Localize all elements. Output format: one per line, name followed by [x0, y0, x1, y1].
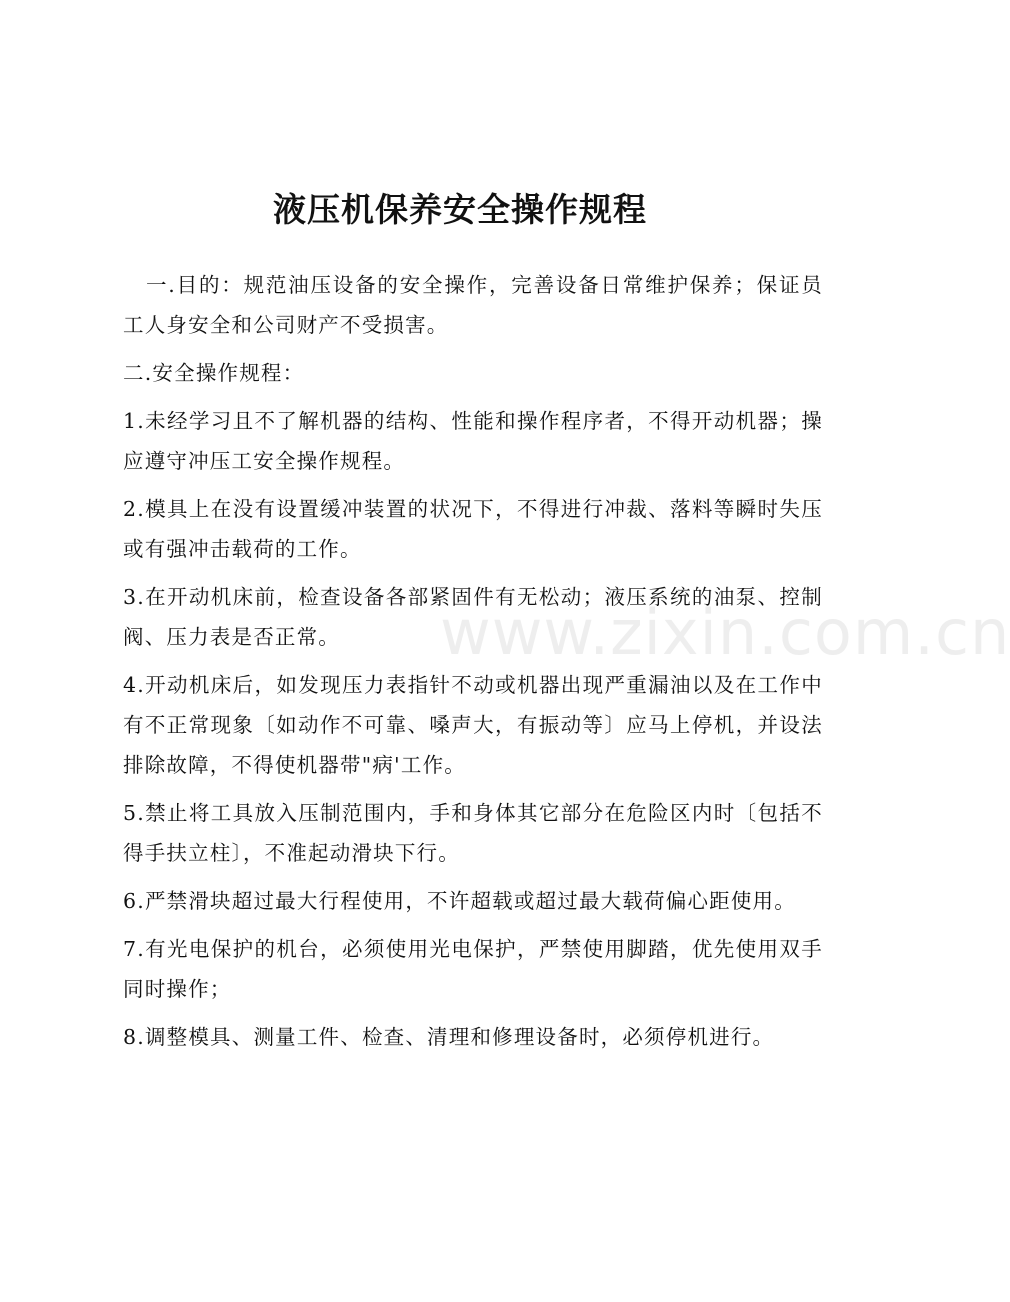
- rule-item-3: 3.在开动机床前，检查设备各部紧固件有无松动；液压系统的油泵、控制阀、压力表是否正常。: [123, 585, 823, 649]
- rule-item-5: 5.禁止将工具放入压制范围内，手和身体其它部分在危险区内时〔包括不得手扶立柱〕，不准起动滑块下行。: [123, 801, 823, 865]
- rule-item-6: 6.严禁滑块超过最大行程使用，不许超载或超过最大载荷偏心距使用。: [123, 889, 796, 913]
- rule-item-8: 8.调整模具、测量工件、检查、清理和修理设备时，必须停机进行。: [123, 1025, 775, 1049]
- rule-item-2: 2.模具上在没有设置缓冲装置的状况下，不得进行冲裁、落料等瞬时失压或有强冲击载荷的工作。: [123, 497, 823, 561]
- watermark: www.zixin.com.cn: [440, 596, 1010, 669]
- rule-item-7: 7.有光电保护的机台，必须使用光电保护，严禁使用脚踏，优先使用双手同时操作；: [123, 937, 823, 1001]
- section-heading-rules: 二.安全操作规程：: [123, 361, 305, 385]
- page-title: 液压机保养安全操作规程: [273, 190, 647, 230]
- rule-item-4: 4.开动机床后，如发现压力表指针不动或机器出现严重漏油以及在工作中有不正常现象〔如动作不可靠、嗓声大，有振动等〕应马上停机，并设法排除故障，不得使机器带"病'工作。: [123, 673, 823, 777]
- rule-item-1: 1.未经学习且不了解机器的结构、性能和操作程序者，不得开动机器；操应遵守冲压工安全操作规程。: [123, 409, 823, 473]
- document-body: [123, 265, 823, 1065]
- paragraph-purpose: 一.目的：规范油压设备的安全操作，完善设备日常维护保养；保证员工人身安全和公司财产不受损害。: [123, 273, 823, 337]
